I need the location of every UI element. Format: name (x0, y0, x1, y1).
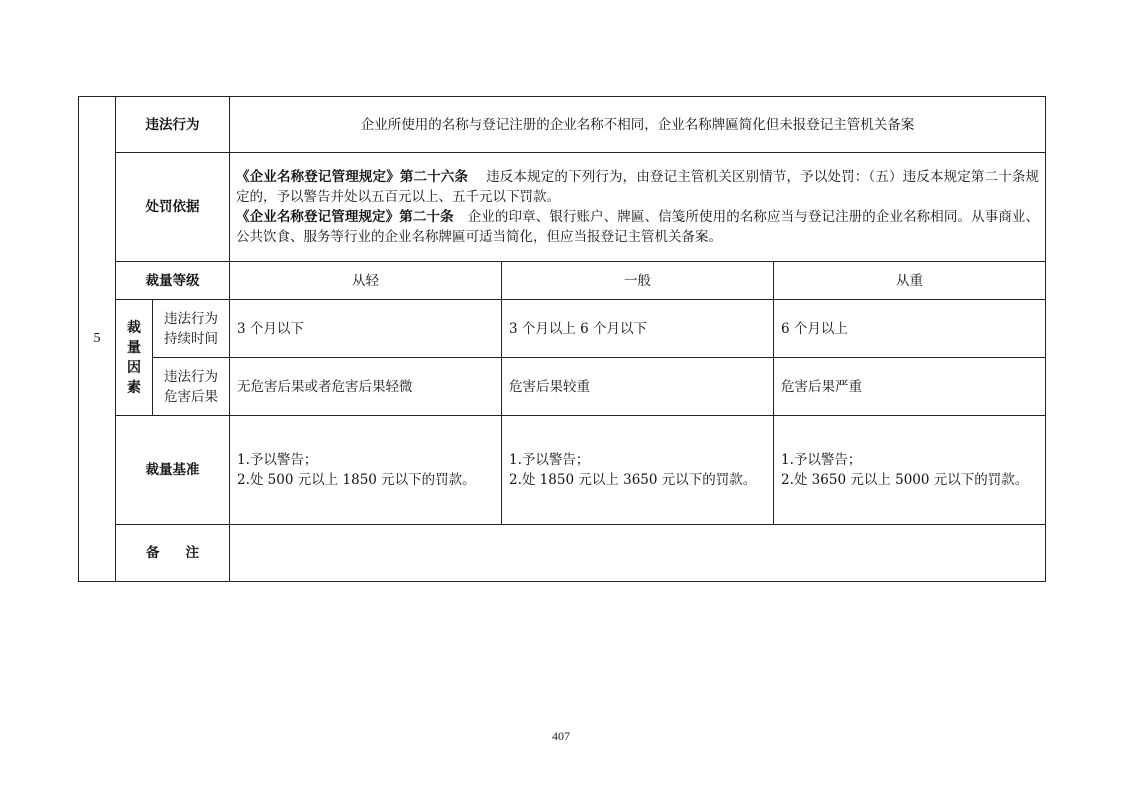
standard-normal-line-1: 1.予以警告； (509, 452, 590, 468)
standard-label: 裁量基准 (116, 416, 230, 525)
page-number: 407 (552, 729, 570, 743)
duration-light: 3 个月以下 (230, 300, 502, 358)
basis-text (230, 153, 1046, 262)
standard-light (230, 416, 502, 525)
harm-normal: 危害后果较重 (502, 358, 774, 416)
grade-normal: 一般 (502, 262, 774, 300)
duration-label-line-2: 持续时间 (164, 330, 218, 347)
grade-light: 从轻 (230, 262, 502, 300)
harm-label (153, 358, 230, 416)
violation-text: 企业所使用的名称与登记注册的企业名称不相同，企业名称牌匾简化但未报登记主管机关备案 (230, 97, 1046, 153)
basis-row (79, 153, 1046, 262)
basis-clause-2-title: 《企业名称登记管理规定》第二十条 (236, 209, 454, 225)
harm-label-line-2: 危害后果 (164, 388, 218, 405)
basis-clause-1-text: 违反本规定的下列行为，由登记主管机关区别情节，予以处罚：（五）违反本规定第二十条规定的，予以警告并处以五百元以上、五千元以下罚款。 (236, 169, 1040, 205)
factor-char-2: 量 (127, 339, 141, 356)
remarks-row (79, 525, 1046, 582)
grade-heavy: 从重 (774, 262, 1046, 300)
duration-label (153, 300, 230, 358)
harm-light: 无危害后果或者危害后果轻微 (230, 358, 502, 416)
standard-normal (502, 416, 774, 525)
standard-heavy-line-1: 1.予以警告； (781, 452, 862, 468)
basis-clause-2 (236, 207, 1039, 247)
row-number: 5 (79, 97, 116, 582)
duration-row (79, 300, 1046, 358)
factor-char-4: 素 (127, 379, 141, 396)
standard-row (79, 416, 1046, 525)
violation-label: 违法行为 (116, 97, 230, 153)
standard-light-line-1: 1.予以警告； (237, 452, 318, 468)
discretion-table (78, 96, 1046, 582)
remarks-label-text: 备注 (146, 545, 225, 561)
duration-label-line-1: 违法行为 (164, 310, 218, 327)
grade-row (79, 262, 1046, 300)
basis-label: 处罚依据 (116, 153, 230, 262)
basis-clause-2-text: 企业的印章、银行账户、牌匾、信笺所使用的名称应当与登记注册的企业名称相同。从事商业、公共饮食、服务等行业的企业名称牌匾可适当简化，但应当报登记主管机关备案。 (236, 209, 1040, 245)
violation-row (79, 97, 1046, 153)
grade-label: 裁量等级 (116, 262, 230, 300)
factor-char-1: 裁 (127, 319, 141, 336)
standard-normal-line-2: 2.处 1850 元以上 3650 元以下的罚款。 (509, 472, 757, 488)
harm-heavy: 危害后果严重 (774, 358, 1046, 416)
remarks-value (230, 525, 1046, 582)
factor-char-3: 因 (127, 359, 141, 376)
factor-label (116, 300, 153, 416)
remarks-label (116, 525, 230, 582)
standard-heavy-line-2: 2.处 3650 元以上 5000 元以下的罚款。 (781, 472, 1029, 488)
basis-clause-1 (236, 167, 1039, 207)
standard-light-line-2: 2.处 500 元以上 1850 元以下的罚款。 (237, 472, 476, 488)
harm-label-line-1: 违法行为 (164, 368, 218, 385)
duration-heavy: 6 个月以上 (774, 300, 1046, 358)
harm-row (79, 358, 1046, 416)
basis-clause-1-title: 《企业名称登记管理规定》第二十六条 (236, 169, 469, 185)
standard-heavy (774, 416, 1046, 525)
duration-normal: 3 个月以上 6 个月以下 (502, 300, 774, 358)
